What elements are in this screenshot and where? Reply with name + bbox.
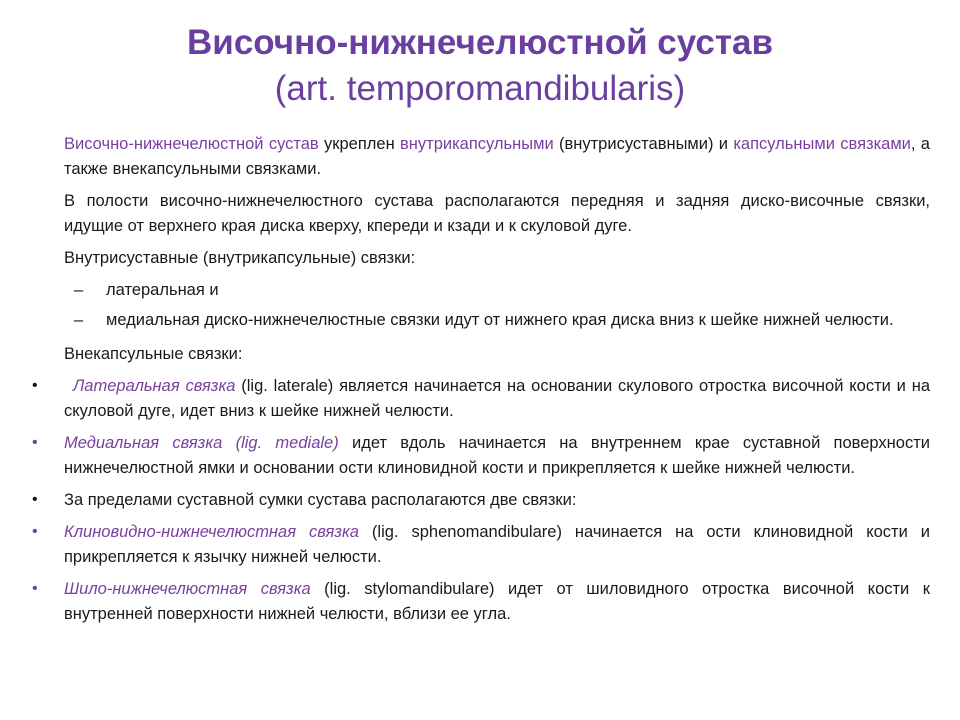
dash-item (64, 278, 930, 303)
term-joint: Височно-нижнечелюстной сустав (64, 135, 319, 153)
bullet-marker: • (32, 434, 38, 451)
text-run: укреплен (318, 135, 401, 153)
bullet-text: За пределами суставной сумки сустава располагаются две связки: (64, 491, 577, 509)
title-line-1: Височно-нижнечелюстной сустав (187, 23, 773, 62)
paragraph-cavity: В полости височно-нижнечелюстного сустава располагаются передняя и задняя диско-височные связки, идущие от верхнего края диска кверху, кпереди и кзади и к скуловой дуге. (64, 192, 930, 235)
term-lateral-ligament: Латеральная связка (73, 377, 236, 395)
bullet-marker: • (32, 580, 38, 597)
paragraph-intro (64, 132, 930, 182)
slide-body (32, 132, 931, 634)
bullet-item (32, 431, 930, 481)
text-run: , а также внекапсульными связками. (64, 135, 930, 178)
dash-item (64, 308, 930, 333)
dash-marker: – (74, 281, 84, 299)
bullet-text: (lig. stylomandibulare) идет от шиловидного отростка височной кости к внутренней поверхности нижней челюсти, вблизи ее угла. (64, 580, 930, 623)
term-intracapsular: внутрикапсульными (400, 135, 554, 153)
title-line-2: (art. temporomandibularis) (274, 69, 686, 108)
bullet-item (32, 520, 931, 570)
bullet-text: (lig. laterale) является начинается на основании скулового отростка височной кости и на скуловой дуге, идет вниз к шейке нижней челюсти. (64, 377, 930, 420)
slide-title (0, 20, 960, 112)
bullet-marker: • (32, 491, 38, 508)
paragraph-extracapsular-heading: Внекапсульные связки: (64, 345, 243, 363)
dash-text: медиальная диско-нижнечелюстные связки идут от нижнего края диска вниз к шейке нижней челюсти. (106, 311, 894, 329)
term-stylomandibular-ligament: Шило-нижнечелюстная связка (64, 580, 311, 598)
bullet-item (32, 374, 930, 424)
text-run: (внутрисуставными) и (553, 135, 734, 153)
dash-marker: – (74, 311, 84, 329)
term-medial-ligament: Медиальная связка (lig. mediale) (64, 434, 339, 452)
bullet-item (32, 488, 930, 513)
bullet-item (32, 577, 930, 627)
bullet-marker: • (32, 523, 38, 540)
bullet-text: идет вдоль начинается на внутреннем крае суставной поверхности нижнечелюстной ямки и основании ости клиновидной кости и прикрепляется к шейке нижней челюсти. (64, 434, 930, 477)
dash-text: латеральная и (106, 281, 219, 299)
term-capsular-ligaments: капсульными связками (733, 135, 911, 153)
bullet-text: (lig. sphenomandibulare) начинается на ости клиновидной кости и прикрепляется к язычку нижней челюсти. (64, 523, 931, 566)
paragraph-intraarticular-heading: Внутрисуставные (внутрикапсульные) связки: (64, 249, 416, 267)
term-sphenomandibular-ligament: Клиновидно-нижнечелюстная связка (64, 523, 359, 541)
bullet-marker: • (32, 377, 38, 394)
